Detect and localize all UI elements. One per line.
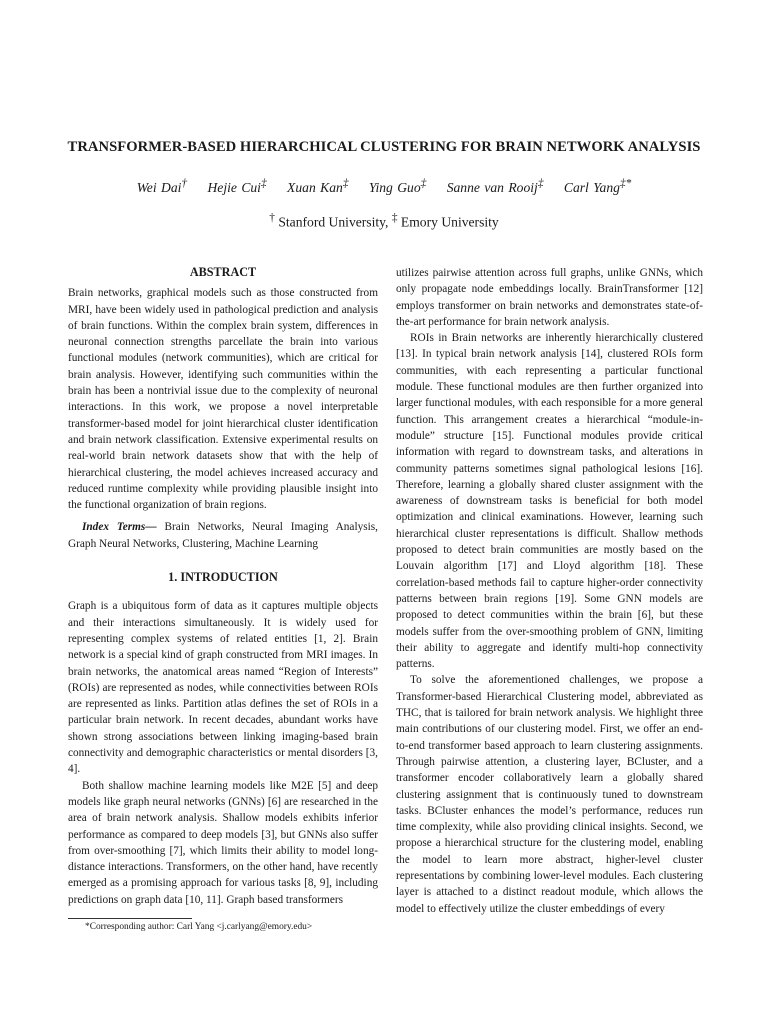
- right-column: [396, 265, 703, 917]
- author: Hejie Cui‡: [207, 177, 267, 195]
- author: Xuan Kan‡: [287, 177, 349, 195]
- intro-paragraph: Both shallow machine learning models like M2E [5] and deep models like graph neural networks (GNNs) [6] are researched in the area of brain network analysis. Shallow models exhibits inferior performance as compared to deep models [3], but GNNs also suffer from over-smoothing [7], which limits their ability to model long-distance interactions. Transformers, on the other hand, have recently emerged as a promising approach for various tasks [8, 9], including predictions on graph data [10, 11]. Graph based transformers: [68, 779, 378, 906]
- intro-paragraph: utilizes pairwise attention across full graphs, unlike GNNs, which only propagate node embeddings locally. BrainTransformer [12] employs transformer on brain networks and demonstrates state-of-the-art performance for brain network analysis.: [396, 267, 703, 328]
- intro-paragraph: Graph is a ubiquitous form of data as it captures multiple objects and their interactions simultaneously. It is widely used for representing complex systems of related entities [1, 2]. Brain network is a special kind of graph constructed from MRI images. In brain networks, the anatomical areas named “Region of Interests” (ROIs) are represented as nodes, while connectivities between ROIs are represented as links. Partition atlas defines the set of ROIs in a particular brain network. In recent decades, abundant works have shown strong associations between linking imaging-based brain connectivity and demographic characteristics or mental disorders [3, 4].: [68, 600, 378, 776]
- author: Wei Dai†: [136, 177, 188, 195]
- abstract-text: Brain networks, graphical models such as those constructed from MRI, have been widely used in pathological prediction and analysis of brain functions. Within the complex brain system, differences in neuronal connection strengths parcellate the brain into various functional modules (network communities), which are critical for brain analysis. However, identifying such communities within the brain has been a nontrivial issue due to the complexity of neuronal interactions. In this work, we propose a novel interpretable transformer-based model for joint hierarchical cluster identification and brain network classification. Extensive experimental results on real-world brain network datasets show that with the help of hierarchical clustering, the model achieves increased accuracy and reduced runtime complexity while providing plausible insight into the functional organization of brain regions.: [68, 287, 378, 512]
- abstract-heading: ABSTRACT: [189, 265, 257, 279]
- author: Ying Guo‡: [368, 177, 427, 195]
- affiliations: † Stanford University, ‡ Emory University: [269, 212, 499, 230]
- author: Carl Yang‡*: [563, 177, 632, 195]
- intro-paragraph: ROIs in Brain networks are inherently hierarchically clustered [13]. In typical brain network analysis [14], clustered ROIs form communities, with each representing a particular functional module. These functional modules are then further organized into larger functional modules, with each responsible for a more general function. This arrangement creates a hierarchical “module-in-module” structure [15]. Functional modules provide critical information with regard to downstream tasks, and alterations in community patterns sometimes signal pathological lesions [16]. Therefore, learning a globally shared cluster assignment with the awareness of downstream tasks is beneficial for both model optimization and clinical examinations. However, learning such hierarchical cluster representations is difficult. Shallow methods proposed to detect brain communities are mostly based on the Louvain algorithm [17] and Lloyd algorithm [18]. These correlation-based methods fail to capture higher-order connectivity patterns between brain regions [19]. Some GNN models are proposed to detect communities within the brain [6], but these models suffer from the over-smoothing problem of GNN, limiting their ability to aggregate and identify multi-hop connectivity patterns.: [396, 332, 703, 671]
- author-list: [0, 177, 768, 196]
- footnote: *Corresponding author: Carl Yang <j.carlyang@emory.edu>: [85, 922, 313, 932]
- index-terms: Index Terms— Brain Networks, Neural Imaging Analysis, Graph Neural Networks, Clustering, Machine Learning: [68, 521, 378, 550]
- section-heading-introduction: 1. INTRODUCTION: [168, 570, 278, 585]
- footnote-divider: [68, 918, 192, 919]
- author: Sanne van Rooij‡: [446, 177, 544, 195]
- paper-title: TRANSFORMER-BASED HIERARCHICAL CLUSTERING FOR BRAIN NETWORK ANALYSIS: [67, 139, 701, 155]
- left-column: [68, 264, 378, 908]
- intro-paragraph: To solve the aforementioned challenges, we propose a Transformer-based Hierarchical Clustering model, abbreviated as THC, that is tailored for brain network analysis. We highlight three main contributions of our clustering model. First, we offer an end-to-end transformer based approach to learn clustering assignments. Through pairwise attention, a clustering layer, BCluster, and a transformer encoder collaboratively learn a globally shared clustering assignment that is continuously tuned to downstream tasks. BCluster enhances the model’s performance, reduces run time complexity, while also providing clinical insights. Second, we propose a hierarchical structure for the clustering model, enabling the model to learn more abstract, higher-level cluster representations by combining lower-level modules. Each clustering layer is attached to a distinct readout module, which allows the model to effectively utilize the cluster embeddings of every: [396, 674, 703, 915]
